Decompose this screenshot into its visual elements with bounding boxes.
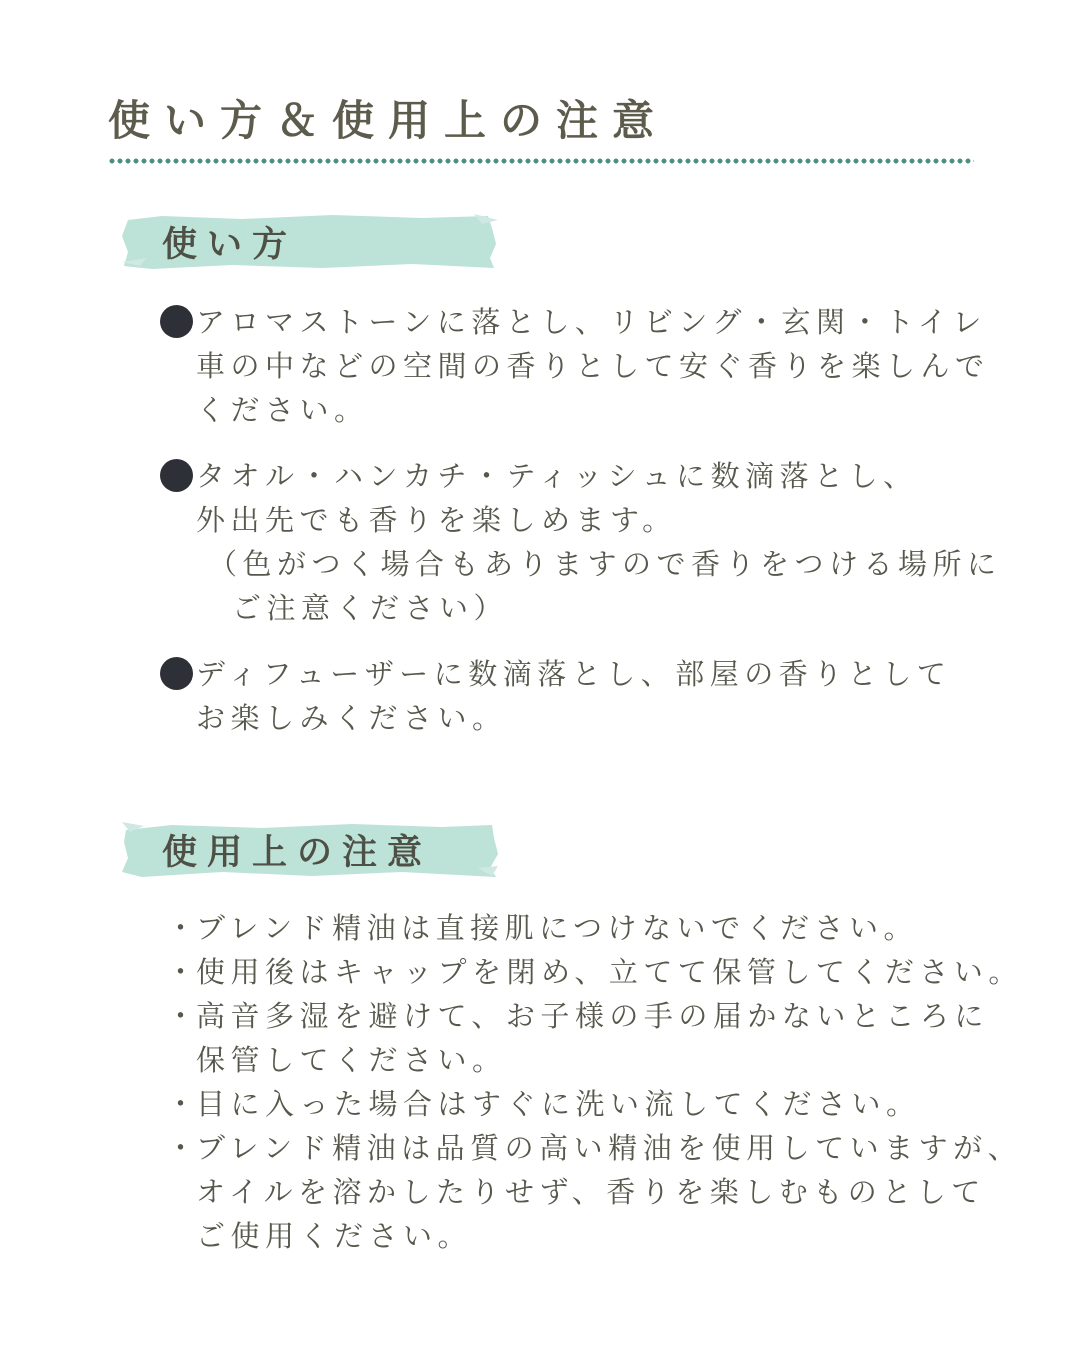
bullet-mark: ・ [166, 911, 201, 945]
bullet-dot [160, 459, 193, 492]
bullet-mark: ・ [166, 999, 201, 1033]
usage-line: ディフューザーに数滴落とし、部屋の香りとして [196, 657, 952, 691]
caution-line: ブレンド精油は直接肌につけないでください。 [196, 911, 919, 945]
caution-section-heading [122, 822, 432, 878]
bullet-dot [160, 657, 193, 690]
caution-line: ご使用ください。 [196, 1219, 473, 1253]
caution-line: オイルを溶かしたりせず、香りを楽しむものとして [196, 1175, 986, 1209]
usage-heading-text: 使い方 [162, 224, 298, 265]
caution-line: 高音多湿を避けて、お子様の手の届かないところに [196, 999, 989, 1033]
bullet-mark: ・ [166, 955, 201, 989]
usage-line: タオル・ハンカチ・ティッシュに数滴落とし、 [196, 459, 918, 493]
usage-line: ください。 [196, 393, 369, 427]
usage-line: ご注意ください） [232, 591, 509, 625]
usage-line: アロマストーンに落とし、リビング・玄関・トイレ [196, 305, 987, 339]
bullet-mark: ・ [166, 1131, 201, 1165]
usage-section-heading [122, 214, 297, 270]
page-title: 使い方＆使用上の注意 [108, 96, 669, 145]
caution-line: 保管してください。 [196, 1043, 507, 1077]
usage-line: 車の中などの空間の香りとして安ぐ香りを楽しんで [196, 349, 990, 383]
bullet-mark: ・ [166, 1087, 201, 1121]
caution-line: ブレンド精油は品質の高い精油を使用していますが、 [196, 1131, 1023, 1165]
usage-line: 外出先でも香りを楽しめます。 [196, 503, 677, 537]
caution-heading-text: 使用上の注意 [162, 832, 433, 873]
usage-line: （色がつく場合もありますので香りをつける場所に [208, 547, 1002, 581]
caution-line: 使用後はキャップを閉め、立てて保管してください。 [196, 955, 1023, 989]
caution-line: 目に入った場合はすぐに洗い流してください。 [196, 1087, 921, 1121]
bullet-dot [160, 305, 193, 338]
usage-line: お楽しみください。 [196, 701, 507, 735]
dotted-divider [108, 158, 974, 164]
